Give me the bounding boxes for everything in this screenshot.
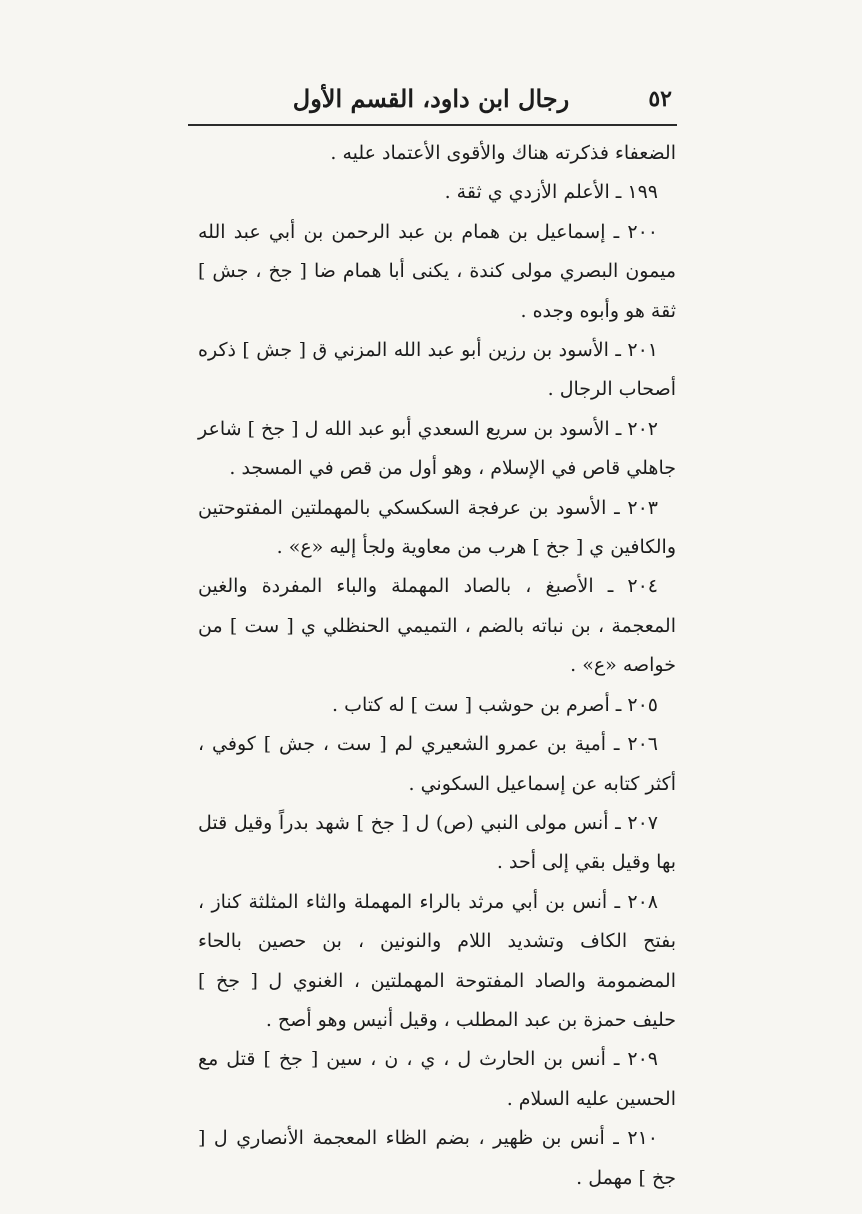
entry-208: ٢٠٨ ـ أنس بن أبي مرثد بالراء المهملة والثاء المثلثة كناز ، بفتح الكاف وتشديد اللام والنونين ، بن حصين بالحاء المضمومة والصاد المفتوحة المهملتين ، الغنوي ل [ جخ ] حليف حمزة بن عبد المطلب ، وقيل أنيس وهو أصح . xyxy=(198,890,676,1031)
entry-207: ٢٠٧ ـ أنس مولى النبي (ص) ل [ جخ ] شهد بدراً وقيل قتل بها وقيل بقي إلى أحد . xyxy=(198,811,676,874)
page-body xyxy=(198,134,676,1198)
entry-202: ٢٠٢ ـ الأسود بن سريع السعدي أبو عبد الله ل [ جخ ] شاعر جاهلي قاص في الإسلام ، وهو أول من قص في المسجد . xyxy=(198,417,676,480)
entry-199: ١٩٩ ـ الأعلم الأزدي ي ثقة . xyxy=(444,181,658,204)
running-title: رجال ابن داود، القسم الأول xyxy=(292,84,570,113)
header-divider xyxy=(188,124,677,126)
paragraph-continuation: الضعفاء فذكرته هناك والأقوى الأعتماد عليه . xyxy=(330,142,676,164)
page-number: ٥٢ xyxy=(648,86,672,112)
entry-204: ٢٠٤ ـ الأصبغ ، بالصاد المهملة والباء المفردة والغين المعجمة ، بن نباته بالضم ، التميمي الحنظلي ي [ ست ] من خواصه «ع» . xyxy=(198,575,676,677)
entry-201: ٢٠١ ـ الأسود بن رزين أبو عبد الله المزني ق [ جش ] ذكره أصحاب الرجال . xyxy=(198,339,676,401)
entry-206: ٢٠٦ ـ أمية بن عمرو الشعيري لم [ ست ، جش ] كوفي ، أكثر كتابه عن إسماعيل السكوني . xyxy=(198,733,676,795)
entry-210: ٢١٠ ـ أنس بن ظهير ، بضم الظاء المعجمة الأنصاري ل [ جخ ] مهمل . xyxy=(198,1127,676,1189)
entry-209: ٢٠٩ ـ أنس بن الحارث ل ، ي ، ن ، سين [ جخ ] قتل مع الحسين عليه السلام . xyxy=(198,1048,676,1110)
entry-205: ٢٠٥ ـ أصرم بن حوشب [ ست ] له كتاب . xyxy=(331,693,658,716)
page-header xyxy=(190,82,672,122)
entry-203: ٢٠٣ ـ الأسود بن عرفجة السكسكي بالمهملتين المفتوحتين والكافين ي [ جخ ] هرب من معاوية ولجأ إليه «ع» . xyxy=(198,496,676,559)
entry-200: ٢٠٠ ـ إسماعيل بن همام بن عبد الرحمن بن أبي عبد الله ميمون البصري مولى كندة ، يكنى أبا همام ضا [ جخ ، جش ] ثقة هو وأبوه وجده . xyxy=(198,220,676,322)
